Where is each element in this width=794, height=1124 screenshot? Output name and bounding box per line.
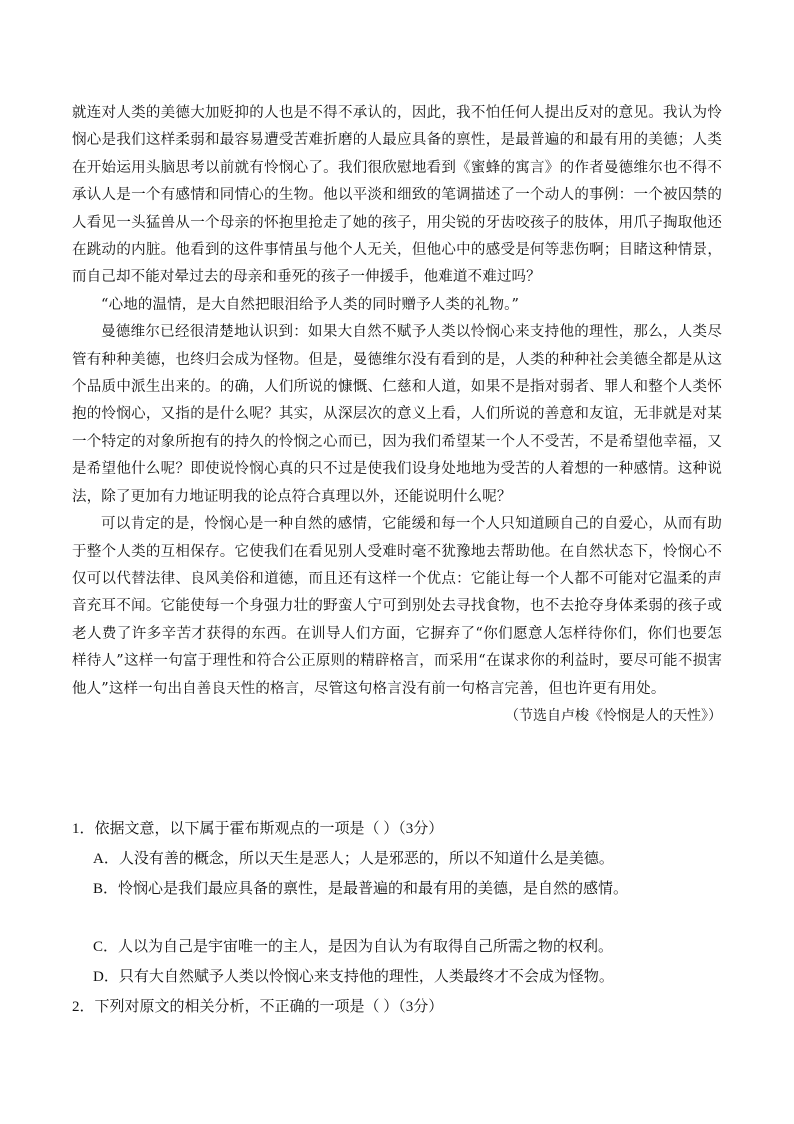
question-2-stem: 2．下列对原文的相关分析，不正确的一项是（ ）（3分）: [72, 999, 444, 1015]
question-1-option-b: B．怜悯心是我们最应具备的禀性，是最普遍的和最有用的美德，是自然的感情。: [93, 881, 629, 897]
passage-quote: “心地的温情，是大自然把眼泪给予人类的同时赠予人类的礼物。”: [101, 296, 520, 313]
blank-gap: [72, 904, 722, 932]
question-1-stem: 1．依据文意，以下属于霍布斯观点的一项是（ ）（3分）: [72, 821, 444, 837]
passage-source: （节选自卢梭《怜悯是人的天性》）: [505, 707, 722, 724]
question-1-option-d: D．只有大自然赋予人类以怜悯心来支持他的理性，人类最终才不会成为怪物。: [93, 969, 614, 985]
question-1-option-c: C．人以为自己是宇宙唯一的主人，是因为自认为有取得自己所需之物的权利。: [93, 939, 614, 955]
passage-paragraph-3: 曼德维尔已经很清楚地认识到：如果大自然不赋予人类以怜悯心来支持他的理性，那么，人类尽管有种种美德，也终归会成为怪物。但是，曼德维尔没有看到的是，人类的种种社会美德全都是从这个品质中派生出来的。的确，人们所说的慷慨、仁慈和人道，如果不是指对弱者、罪人和整个人类怀抱的怜悯心，又指的是什么呢？其实，从深层次的意义上看，人们所说的善意和友谊，无非就是对某一个特定的对象所抱有的持久的怜悯之心而已，因为我们希望某一个人不受苦，不是希望他幸福，又是希望他什么呢？即使说怜悯心真的只不过是使我们设身处地地为受苦的人着想的一种感情。这种说法，除了更加有力地证明我的论点符合真理以外，还能说明什么呢？: [72, 324, 722, 505]
question-1-option-a: A．人没有善的概念，所以天生是恶人；人是邪恶的，所以不知道什么是美德。: [93, 851, 614, 867]
passage-paragraph-4: 可以肯定的是，怜悯心是一种自然的感情，它能缓和每一个人只知道顾自己的自爱心，从而有助于整个人类的互相保存。它使我们在看见别人受难时毫不犹豫地去帮助他。在自然状态下，怜悯心不仅可以代替法律、良风美俗和道德，而且还有这样一个优点：它能让每一个人都不可能对它温柔的声音充耳不闻。它能使每一个身强力壮的野蛮人宁可到别处去寻找食物，也不去抢夺身体柔弱的孩子或老人费了许多辛苦才获得的东西。在训导人们方面，它摒弃了“你们愿意人怎样待你们，你们也要怎样待人”这样一句富于理性和符合公正原则的精辟格言，而采用“在谋求你的利益时，要尽可能不损害他人”这样一句出自善良天性的格言，尽管这句格言没有前一句格言完善，但也许更有用处。: [72, 516, 722, 697]
passage-paragraph-1: 就连对人类的美德大加贬抑的人也是不得不承认的，因此，我不怕任何人提出反对的意见。我认为怜悯心是我们这样柔弱和最容易遭受苦难折磨的人最应具备的禀性，是最普遍的和最有用的美德；人类在开始运用头脑思考以前就有怜悯心了。我们很欣慰地看到《蜜蜂的寓言》的作者曼德维尔也不得不承认人是一个有感情和同情心的生物。他以平淡和细致的笔调描述了一个动人的事例：一个被囚禁的人看见一头猛兽从一个母亲的怀抱里抢走了她的孩子，用尖锐的牙齿咬孩子的肢体，用爪子掏取他还在跳动的内脏。他看到的这件事情虽与他个人无关，但他心中的感受是何等悲伤啊；目睹这种情景，而自己却不能对晕过去的母亲和垂死的孩子一伸援手，他难道不难过吗？: [72, 105, 722, 286]
reading-passage: [72, 100, 722, 730]
questions-section: [72, 814, 722, 1022]
